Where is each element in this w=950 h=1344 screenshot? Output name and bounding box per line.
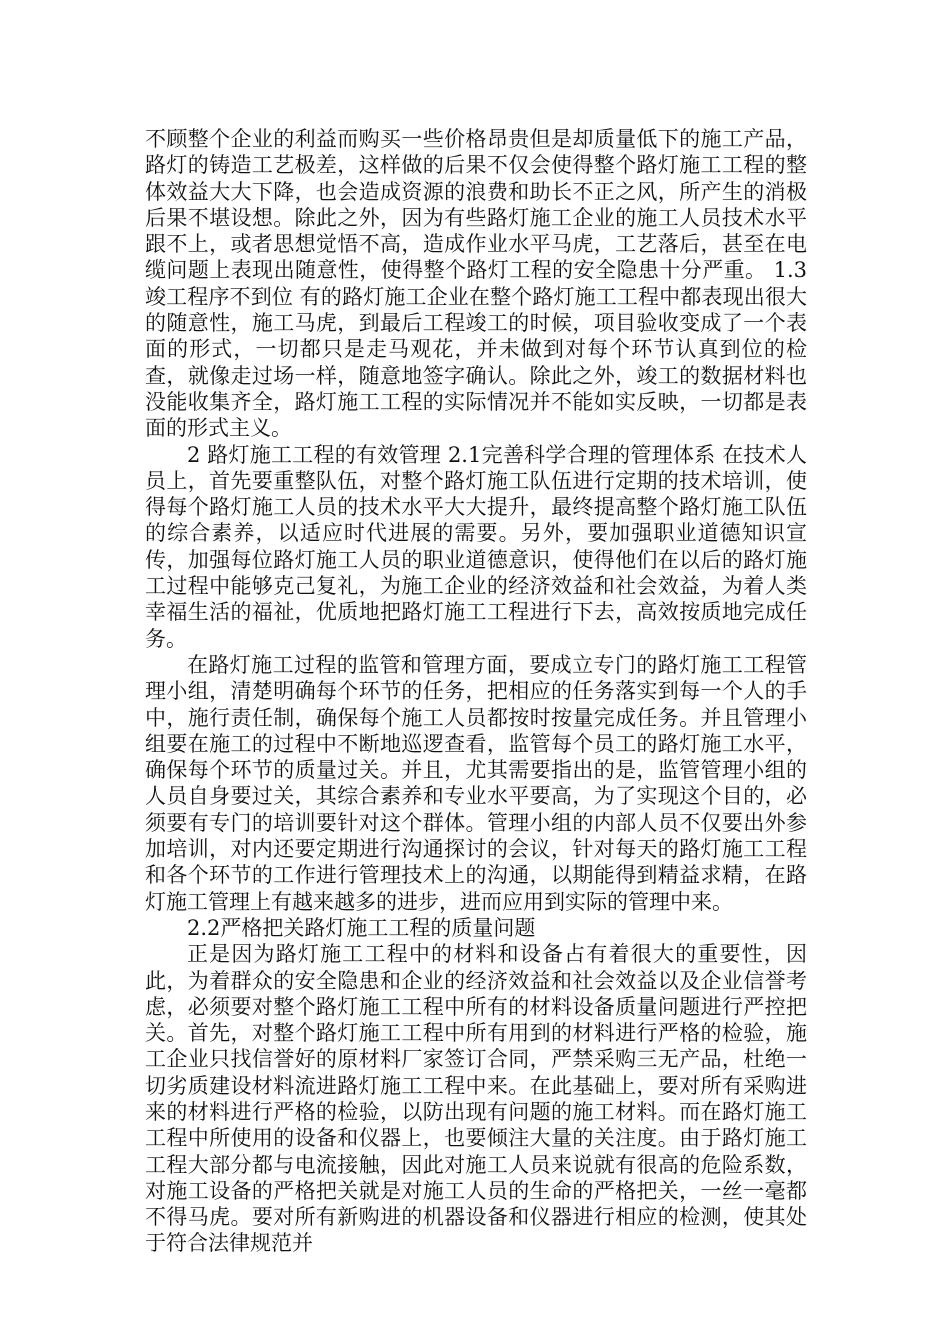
section-heading-2-2: 2.2严格把关路灯施工工程的质量问题 xyxy=(187,915,536,940)
paragraph-2: 2 路灯施工工程的有效管理 2.1完善科学合理的管理体系 在技术人员上，首先要重整队伍，对整个路灯施工队伍进行定期的技术培训，使得每个路灯施工人员的技术水平大大提升，最终提高整个路灯施工队伍的综合素养，以适应时代进展的需要。另外，要加强职业道德知识宣传，加强每位路灯施工人员的职业道德意识，使得他们在以后的路灯施工过程中能够克己复礼，为施工企业的经济效益和社会效益，为着人类幸福生活的福祉，优质地把路灯施工工程进行下去，高效按质地完成任务。 xyxy=(145,442,807,651)
document-body xyxy=(145,126,807,1257)
paragraph-3: 在路灯施工过程的监管和管理方面，要成立专门的路灯施工工程管理小组，清楚明确每个环节的任务，把相应的任务落实到每一个人的手中，施行责任制，确保每个施工人员都按时按量完成任务。并且管理小组要在施工的过程中不断地巡逻查看，监管每个员工的路灯施工水平，确保每个环节的质量过关。并且，尤其需要指出的是，监管管理小组的人员自身要过关，其综合素养和专业水平要高，为了实现这个目的，必须要有专门的培训要针对这个群体。管理小组的内部人员不仅要出外参加培训，对内还要定期进行沟通探讨的会议，针对每天的路灯施工工程和各个环节的工作进行管理技术上的沟通，以期能得到精益求精，在路灯施工管理上有越来越多的进步，进而应用到实际的管理中来。 xyxy=(145,652,807,914)
paragraph-4: 正是因为路灯施工工程中的材料和设备占有着很大的重要性，因此，为着群众的安全隐患和企业的经济效益和社会效益以及企业信誉考虑，必须要对整个路灯施工工程中所有的材料设备质量问题进行严控把关。首先，对整个路灯施工工程中所有用到的材料进行严格的检验，施工企业只找信誉好的原材料厂家签订合同，严禁采购三无产品，杜绝一切劣质建设材料流进路灯施工工程中来。在此基础上，要对所有采购进来的材料进行严格的检验，以防出现有问题的施工材料。而在路灯施工工程中所使用的设备和仪器上，也要倾注大量的关注度。由于路灯施工工程大部分都与电流接触，因此对施工人员来说就有很高的危险系数，对施工设备的严格把关就是对施工人员的生命的严格把关，一丝一毫都不得马虎。要对所有新购进的机器设备和仪器进行相应的检测，使其处于符合法律规范并 xyxy=(145,942,807,1256)
paragraph-1: 不顾整个企业的利益而购买一些价格昂贵但是却质量低下的施工产品，路灯的铸造工艺极差，这样做的后果不仅会使得整个路灯施工工程的整体效益大大下降，也会造成资源的浪费和助长不正之风，所产生的消极后果不堪设想。除此之外，因为有些路灯施工企业的施工人员技术水平跟不上，或者思想觉悟不高，造成作业水平马虎，工艺落后，甚至在电缆问题上表现出随意性，使得整个路灯工程的安全隐患十分严重。 1.3竣工程序不到位 有的路灯施工企业在整个路灯施工工程中都表现出很大的随意性，施工马虎，到最后工程竣工的时候，项目验收变成了一个表面的形式，一切都只是走马观花，并未做到对每个环节认真到位的检查，就像走过场一样，随意地签字确认。除此之外，竣工的数据材料也没能收集齐全，路灯施工工程的实际情况并不能如实反映，一切都是表面的形式主义。 xyxy=(145,127,807,441)
